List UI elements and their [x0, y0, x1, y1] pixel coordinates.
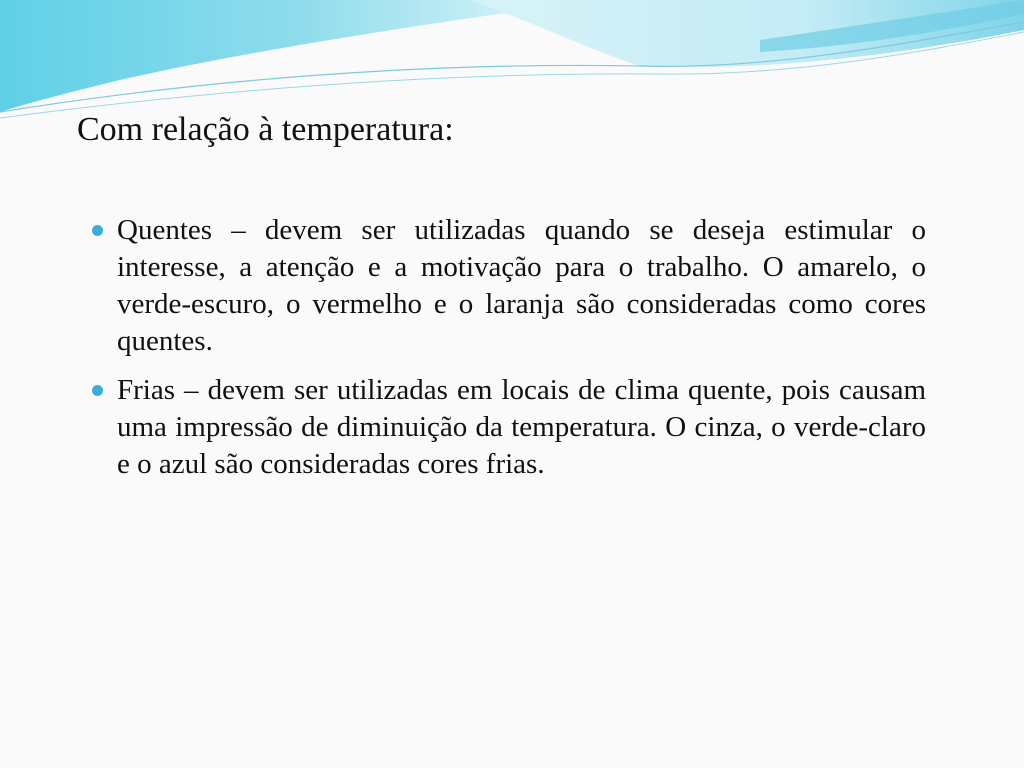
- wave-shape-left: [0, 0, 600, 112]
- wave-shape-right: [470, 0, 1024, 67]
- bullet-list: [90, 212, 926, 495]
- bullet-item-quentes: [90, 212, 926, 360]
- bullet-dot-icon: [92, 225, 103, 236]
- bullet-item-frias: [90, 372, 926, 483]
- bullet-text: Frias – devem ser utilizadas em locais de clima quente, pois causam uma impressão de diminuição da temperatura. O cinza, o verde-claro e o azul são consideradas cores frias.: [117, 374, 926, 480]
- slide-title: Com relação à temperatura:: [77, 111, 454, 148]
- bullet-dot-icon: [92, 385, 103, 396]
- bullet-text: Quentes – devem ser utilizadas quando se deseja estimular o interesse, a atenção e a motivação para o trabalho. O amarelo, o verde-escuro, o vermelho e o laranja são consideradas como cores quentes.: [117, 214, 926, 357]
